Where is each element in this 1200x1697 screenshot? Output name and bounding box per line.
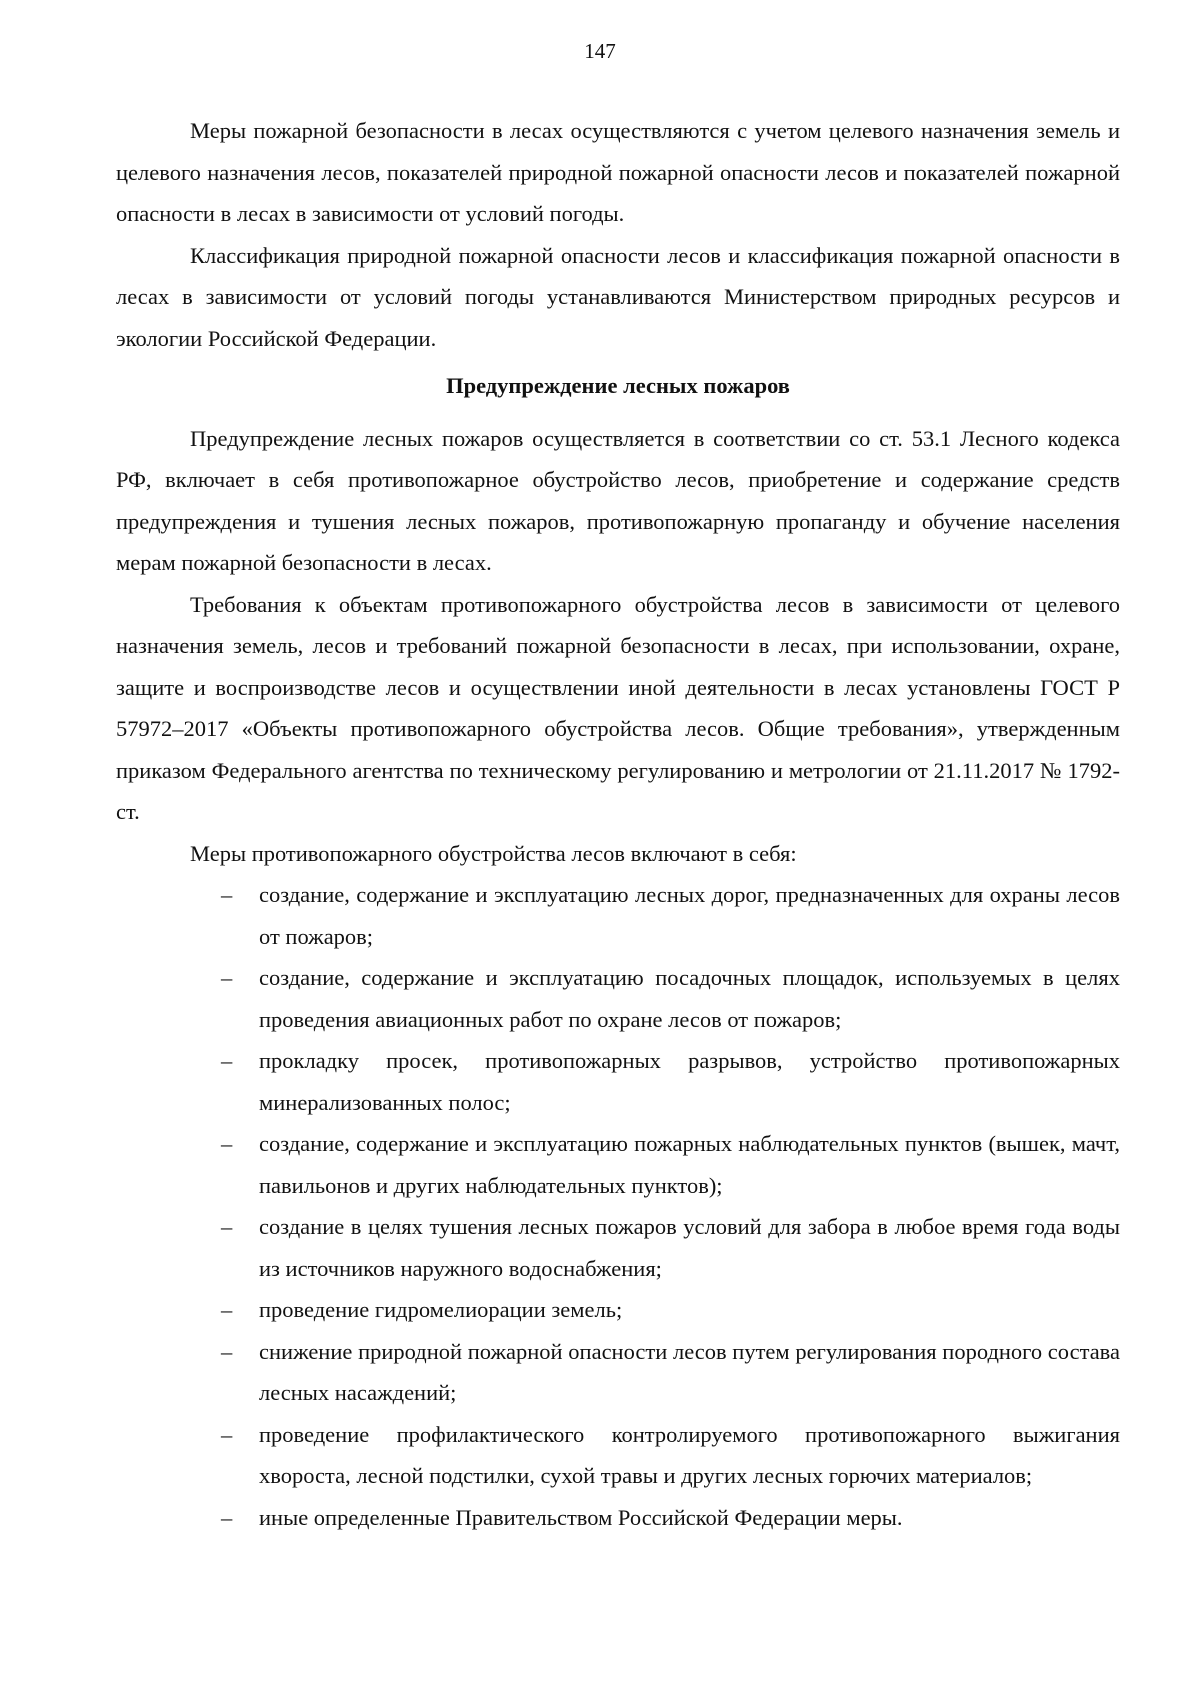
paragraph-gost-requirements: Требования к объектам противопожарного обустройства лесов в зависимости от целевого назначения земель, лесов и требований пожарной безопасности в лесах, при использовании, охране, защите и воспроизводстве лесов и осуществлении иной деятельности в лесах установлены ГОСТ Р 57972–2017 «Объекты противопожарного обустройства лесов. Общие требования», утвержденным приказом Федерального агентства по техническому регулированию и метрологии от 21.11.2017 № 1792-ст. [116, 591, 1120, 824]
list-dash: – [221, 1504, 233, 1530]
document-body [116, 110, 1120, 1538]
list-item-text: прокладку просек, противопожарных разрывов, устройство противопожарных минерализованных полос; [259, 1048, 1120, 1115]
paragraph-danger-classification: Классификация природной пожарной опасности лесов и классификация пожарной опасности в лесах в зависимости от условий погоды устанавливаются Министерством природных ресурсов и экологии Российской Федерации. [116, 242, 1120, 351]
list-item-text: проведение гидромелиорации земель; [259, 1297, 623, 1322]
list-item-text: создание, содержание и эксплуатацию посадочных площадок, используемых в целях проведения авиационных работ по охране лесов от пожаров; [259, 965, 1120, 1032]
list-item-text: снижение природной пожарной опасности лесов путем регулирования породного состава лесных насаждений; [259, 1338, 1120, 1405]
paragraph-fire-prevention: Предупреждение лесных пожаров осуществляется в соответствии со ст. 53.1 Лесного кодекса РФ, включает в себя противопожарное обустройство лесов, приобретение и содержание средств предупреждения и тушения лесных пожаров, противопожарную пропаганду и обучение населения мерам пожарной безопасности в лесах. [116, 425, 1120, 575]
list-item-text: проведение профилактического контролируемого противопожарного выжигания хвороста, лесной подстилки, сухой травы и других лесных горючих материалов; [259, 1421, 1120, 1488]
list-dash: – [221, 1297, 233, 1322]
page-number: 147 [584, 39, 616, 63]
list-dash: – [221, 1338, 233, 1364]
list-dash: – [221, 1131, 233, 1156]
section-heading: Предупреждение лесных пожаров [446, 373, 790, 398]
list-item [116, 1497, 1120, 1539]
paragraph-fire-safety-measures: Меры пожарной безопасности в лесах осуществляются с учетом целевого назначения земель и целевого назначения лесов, показателей природной пожарной опасности лесов и показателей пожарной опасности в лесах в зависимости от условий погоды. [116, 118, 1120, 226]
list-item [116, 1206, 1120, 1289]
list-dash: – [221, 1048, 233, 1073]
list-dash: – [221, 1421, 233, 1447]
list-item [116, 1123, 1120, 1206]
list-item [116, 1040, 1120, 1123]
list-item [116, 1331, 1120, 1414]
list-item [116, 1289, 1120, 1331]
list-item [116, 874, 1120, 957]
list-item-text: иные определенные Правительством Российской Федерации меры. [259, 1504, 903, 1530]
list-dash: – [221, 1214, 233, 1239]
list-item-text: создание, содержание и эксплуатацию пожарных наблюдательных пунктов (вышек, мачт, павильонов и других наблюдательных пунктов); [259, 1131, 1120, 1198]
list-dash: – [221, 882, 233, 907]
paragraph-measures-intro: Меры противопожарного обустройства лесов включают в себя: [190, 840, 797, 866]
list-item [116, 1414, 1120, 1497]
list-dash: – [221, 965, 233, 990]
list-item [116, 957, 1120, 1040]
measures-list [116, 874, 1120, 1538]
list-item-text: создание, содержание и эксплуатацию лесных дорог, предназначенных для охраны лесов от пожаров; [259, 882, 1120, 949]
list-item-text: создание в целях тушения лесных пожаров условий для забора в любое время года воды из источников наружного водоснабжения; [259, 1214, 1120, 1281]
